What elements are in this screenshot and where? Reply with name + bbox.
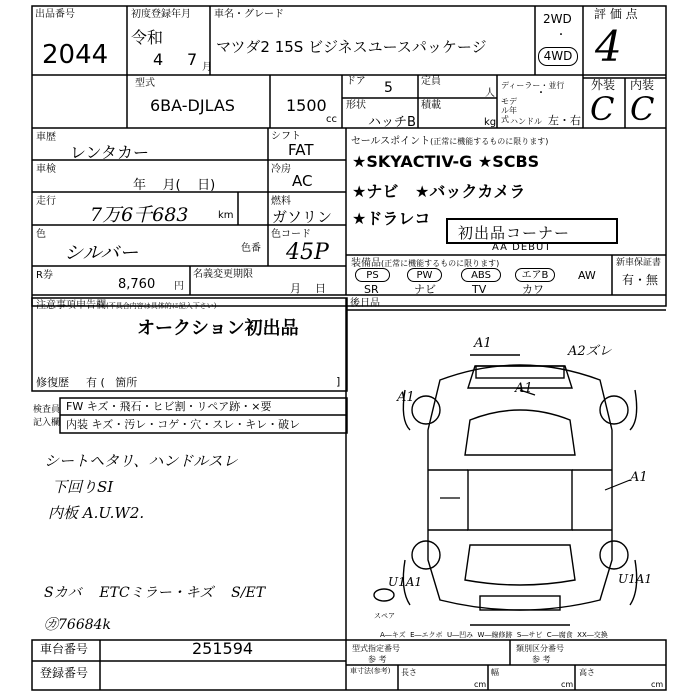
reg-year: 4 [153,50,164,69]
color: シルバー [64,242,139,264]
damage-mark-2: A2ズレ [568,344,612,359]
inspector-label-2: 記入欄 [33,418,61,428]
doors: 5 [384,80,393,96]
car-name: マツダ2 15S ビジネスユースパッケージ [216,38,487,56]
color-no-label: 色番 [241,243,261,254]
ac-label: 冷房 [271,164,291,175]
month-unit: 月 [202,62,212,73]
equipment-title-text: 装備品 [351,258,381,269]
reg-no-label: 登録番号 [40,666,89,680]
int-grade: C [630,90,655,128]
selling-point-1: ★SKYACTIV-G ★SCBS [352,152,540,171]
drive-4wd: 4WD [538,47,578,66]
handle-label: ハンドル [510,117,542,126]
height-label: 高さ [579,668,595,677]
damage-mark-4: A1 [397,390,415,405]
ext-label: 外装 [591,78,616,92]
history-label: 車歴 [36,132,56,143]
equip-sr: SR [364,283,379,296]
cm-2: cm [561,680,574,689]
lot-no: 2044 [42,40,109,70]
equip-aw: AW [578,269,596,282]
capacity-unit: 人 [485,88,495,99]
warranty-label: 新車保証書 [616,258,662,268]
equip-ps: PS [355,268,390,282]
model-label: 型式 [135,78,155,89]
shift-label: シフト [271,131,301,142]
load-label: 積載 [421,100,441,111]
recycle-unit: 円 [174,281,184,292]
notes-title-note: (不具合内容は具体的に記入下さい) [106,302,217,310]
inspection: 年 月( 日) [133,178,216,193]
class-no-label: 類別区分番号 [516,644,564,653]
recycle: 8,760 [118,277,156,292]
equip-airbag: エアB [515,268,555,282]
corner-label: 初出品コーナー [458,224,571,242]
repair-value: 有 ( 箇所 [86,376,138,389]
type-designation-label: 型式指定番号 [352,644,400,653]
selling-point-3: ★ドラレコ [352,209,431,228]
damage-mark-1: A1 [474,336,492,351]
damage-legend: A―キズ E―エクボ U―凹み W―線修跡 S―サビ C―腐食 XX―交換 [380,631,608,639]
warranty-value: 有・無 [622,273,659,287]
shift: FAT [288,141,314,159]
mileage-unit: km [218,210,234,221]
shape: ハッチB [368,115,416,130]
doors-label: ドア [346,76,366,87]
inspector-row-1: FW キズ・飛石・ヒビ割・リペア跡・×要 [66,400,272,413]
load-unit: kg [484,117,497,128]
capacity-label: 定員 [421,76,441,87]
remark-4: Sカバ ETCミラー・キズ S/ET [44,585,266,601]
mileage-label: 走行 [36,196,56,207]
cc-value: 1500 [286,96,327,115]
inspector-row-2: 内装 キズ・汚レ・コゲ・穴・スレ・キレ・破レ [66,418,301,431]
damage-mark-6: U1A1 [388,575,423,589]
width-label: 幅 [491,668,499,677]
cc-unit: cc [326,114,337,125]
score: 4 [595,22,622,71]
cm-3: cm [651,680,664,689]
damage-mark-5: A1 [630,470,648,485]
drive-2wd: 2WD [543,12,572,26]
equip-abs: ABS [461,268,501,282]
fuel: ガソリン [272,208,333,226]
ext-grade: C [590,90,615,128]
ref-1: 参 考 [368,655,387,664]
remark-2: 下回りSI [52,478,114,496]
notes-content: オークション初出品 [137,318,299,339]
remark-1: シートヘタリ、ハンドルスレ [44,452,238,470]
damage-mark-7: U1A1 [618,572,653,586]
selling-point-2: ★ナビ ★バックカメラ [352,182,526,201]
repair-close: ] [336,375,341,388]
damage-mark-3: A1 [515,381,533,396]
transfer-value: 月 日 [290,282,326,295]
history: レンタカー [70,143,149,162]
equipment-note: (正常に機能するものに限ります) [381,259,500,268]
color-code: 45P [286,240,329,265]
lot-no-label: 出品番号 [35,9,75,20]
length-label: 長さ [401,668,417,677]
dims-label: 車寸法(参考) [350,667,391,675]
equip-navi: ナビ [414,283,436,296]
remark-5: ㋕76684k [44,617,112,633]
model: 6BA-DJLAS [150,96,235,115]
equip-pw: PW [407,268,442,282]
dealer-label: ディーラー・並行 [501,81,565,90]
equip-leather: カワ [522,283,544,296]
ref-2: 参 考 [532,655,551,664]
reg-month: 7 [187,50,198,69]
dealer-dot: ・ [536,88,546,99]
mileage: 7万6千683 [90,204,189,226]
chassis-label: 車台番号 [40,642,89,656]
color-label: 色 [36,229,46,240]
first-reg-label: 初度登録年月 [131,9,191,20]
chassis-no: 251594 [192,639,254,658]
handle-value: 左・右 [548,114,581,127]
corner-sub: AA DEBUT [492,242,552,253]
ac: AC [292,172,313,190]
drive-dot: ・ [556,30,566,41]
model-year-label: モデル年式 [501,97,517,124]
inspector-label-1: 検査員 [33,405,61,415]
selling-note: (正常に機能するものに限ります) [430,137,549,146]
equip-tv: TV [472,283,487,296]
cm-1: cm [474,680,487,689]
era: 令和 [131,28,164,47]
recycle-label: R券 [36,270,53,281]
score-label: 評 価 点 [594,7,638,21]
remark-3: 内板 A.U.W2. [48,504,145,522]
notes-title-text: 注意事項申告欄 [36,300,106,311]
inspection-label: 車検 [36,164,56,175]
spare-label: スペア [374,612,395,620]
color-code-label: 色コード [271,229,311,240]
int-label: 内装 [630,78,655,92]
selling-title-text: セールスポイント [351,136,431,147]
fuel-label: 燃料 [271,196,291,207]
rear-seat-label: 後日品 [350,298,380,309]
transfer-label: 名義変更期限 [193,269,253,280]
car-name-label: 車名・グレード [214,9,284,20]
repair-label: 修復歴 [36,376,69,389]
shape-label: 形状 [346,100,366,111]
